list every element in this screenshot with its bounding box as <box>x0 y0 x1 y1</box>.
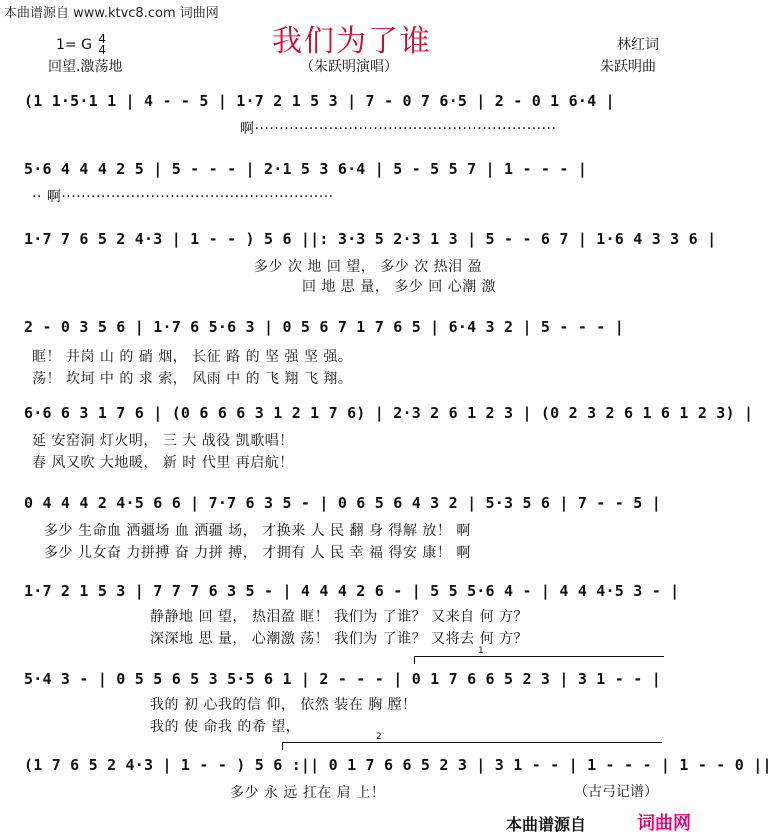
melody-line-8: 5·4 3 - | 0 5 5 6 5 3 5·5 6 1 | 2 - - - | 0 1 7 6 6 5 2 3 | 3 1 - - | <box>24 670 661 688</box>
key-signature <box>56 34 106 56</box>
bottom-watermark-logo: 词曲网 <box>637 813 691 834</box>
melody-line-7: 1·7 2 1 5 3 | 7 7 7 6 3 5 - | 4 4 4 2 6 - | 5 5 5·6 4 - | 4 4 4·5 3 - | <box>24 582 680 600</box>
lyric-line-9a: 多少 永 远 扛在 肩 上！ <box>230 785 386 801</box>
lyric-line-6a: 多少 生命血 洒疆场 血 洒疆 场， 才换来 人 民 翻 身 得解 放！ 啊 <box>44 523 471 539</box>
melody-line-1: (1 1·5·1 1 | 4 - - 5 | 1·7 2 1 5 3 | 7 - 0 7 6·5 | 2 - 0 1 6·4 | <box>24 92 615 110</box>
singer: （朱跃明演唱） <box>300 59 398 75</box>
volta-2-number: 2 <box>376 732 382 742</box>
lyric-line-4a: 眶！ 井岗 山 的 硝 烟， 长征 路 的 坚 强 坚 强。 <box>32 349 353 365</box>
melody-line-4: 2 - 0 3 5 6 | 1·7 6 5·6 3 | 0 5 6 7 1 7 6 5 | 6·4 3 2 | 5 - - - | <box>24 318 624 336</box>
volta-2-bracket <box>282 742 662 743</box>
time-sig-bottom: 4 <box>98 43 107 57</box>
lyric-line-5b: 春 风又吹 大地暖， 新 时 代里 再启航！ <box>32 455 294 471</box>
volta-1-number: 1 <box>478 646 484 656</box>
lyric-line-6b: 多少 儿女奋 力拼搏 奋 力拼 搏， 才拥有 人 民 幸 福 得安 康！ 啊 <box>44 545 471 561</box>
melody-line-5: 6·6 6 3 1 7 6 | (0 6 6 6 3 1 2 1 7 6) | 2·3 2 6 1 2 3 | (0 2 3 2 6 1 6 1 2 3) | <box>24 404 754 422</box>
lyric-line-8b: 我的 使 命我 的希 望， <box>150 719 301 735</box>
lyric-line-4b: 荡！ 坎坷 中 的 求 索， 风雨 中 的 飞 翔 飞 翔。 <box>32 371 353 387</box>
key-label: 1= G <box>56 37 92 53</box>
melody-line-2: 5·6 4 4 4 2 5 | 5 - - - | 2·1 5 3 6·4 | 5 - 5 5 7 | 1 - - - | <box>24 160 588 178</box>
time-sig-top: 4 <box>98 32 107 46</box>
lyric-line-7b: 深深地 思 量， 心潮激 荡！ 我们为 了谁？ 又将去 何 方？ <box>150 631 529 647</box>
volta-1-hook <box>414 656 415 664</box>
lyricist: 林红词 <box>617 37 659 53</box>
lyric-line-7a: 静静地 回 望， 热泪盈 眶！ 我们为 了谁？ 又来自 何 方？ <box>150 609 529 625</box>
volta-2-hook <box>282 742 283 750</box>
melody-line-3: 1·7 7 6 5 2 4·3 | 1 - - ) 5 6 ||: 3·3 5 2·3 1 3 | 5 - - 6 7 | 1·6 4 3 3 6 | <box>24 230 717 248</box>
bottom-watermark-source: 本曲谱源自 <box>506 815 587 834</box>
lyric-line-1a: 啊····························································· <box>240 121 557 137</box>
volta-1-bracket <box>414 656 664 657</box>
performance-style: 回望.激荡地 <box>48 59 123 75</box>
composer: 朱跃明曲 <box>600 59 656 75</box>
recorder-credit: （古弓记谱） <box>574 784 658 800</box>
lyric-line-8a: 我的 初 心我的信 仰， 依然 装在 胸 膛！ <box>150 697 417 713</box>
top-watermark: 本曲谱源自 www.ktvc8.com 词曲网 <box>4 6 219 21</box>
melody-line-6: 0 4 4 4 2 4·5 6 6 | 7·7 6 3 5 - | 0 6 5 6 4 3 2 | 5·3 5 6 | 7 - - 5 | <box>24 494 661 512</box>
lyric-line-3a: 多少 次 地 回 望， 多少 次 热泪 盈 <box>254 259 483 275</box>
melody-line-9: (1 7 6 5 2 4·3 | 1 - - ) 5 6 :|| 0 1 7 6 6 5 2 3 | 3 1 - - | 1 - - - | 1 - - 0 || <box>24 756 772 774</box>
lyric-line-2a: ·· 啊······················································· <box>32 189 334 205</box>
time-signature <box>98 34 106 56</box>
song-title: 我们为了谁 <box>272 24 432 59</box>
lyric-line-5a: 延 安窑洞 灯火明， 三 大 战役 凯歌唱！ <box>32 433 294 449</box>
lyric-line-3b: 回 地 思 量， 多少 回 心潮 激 <box>302 279 497 295</box>
